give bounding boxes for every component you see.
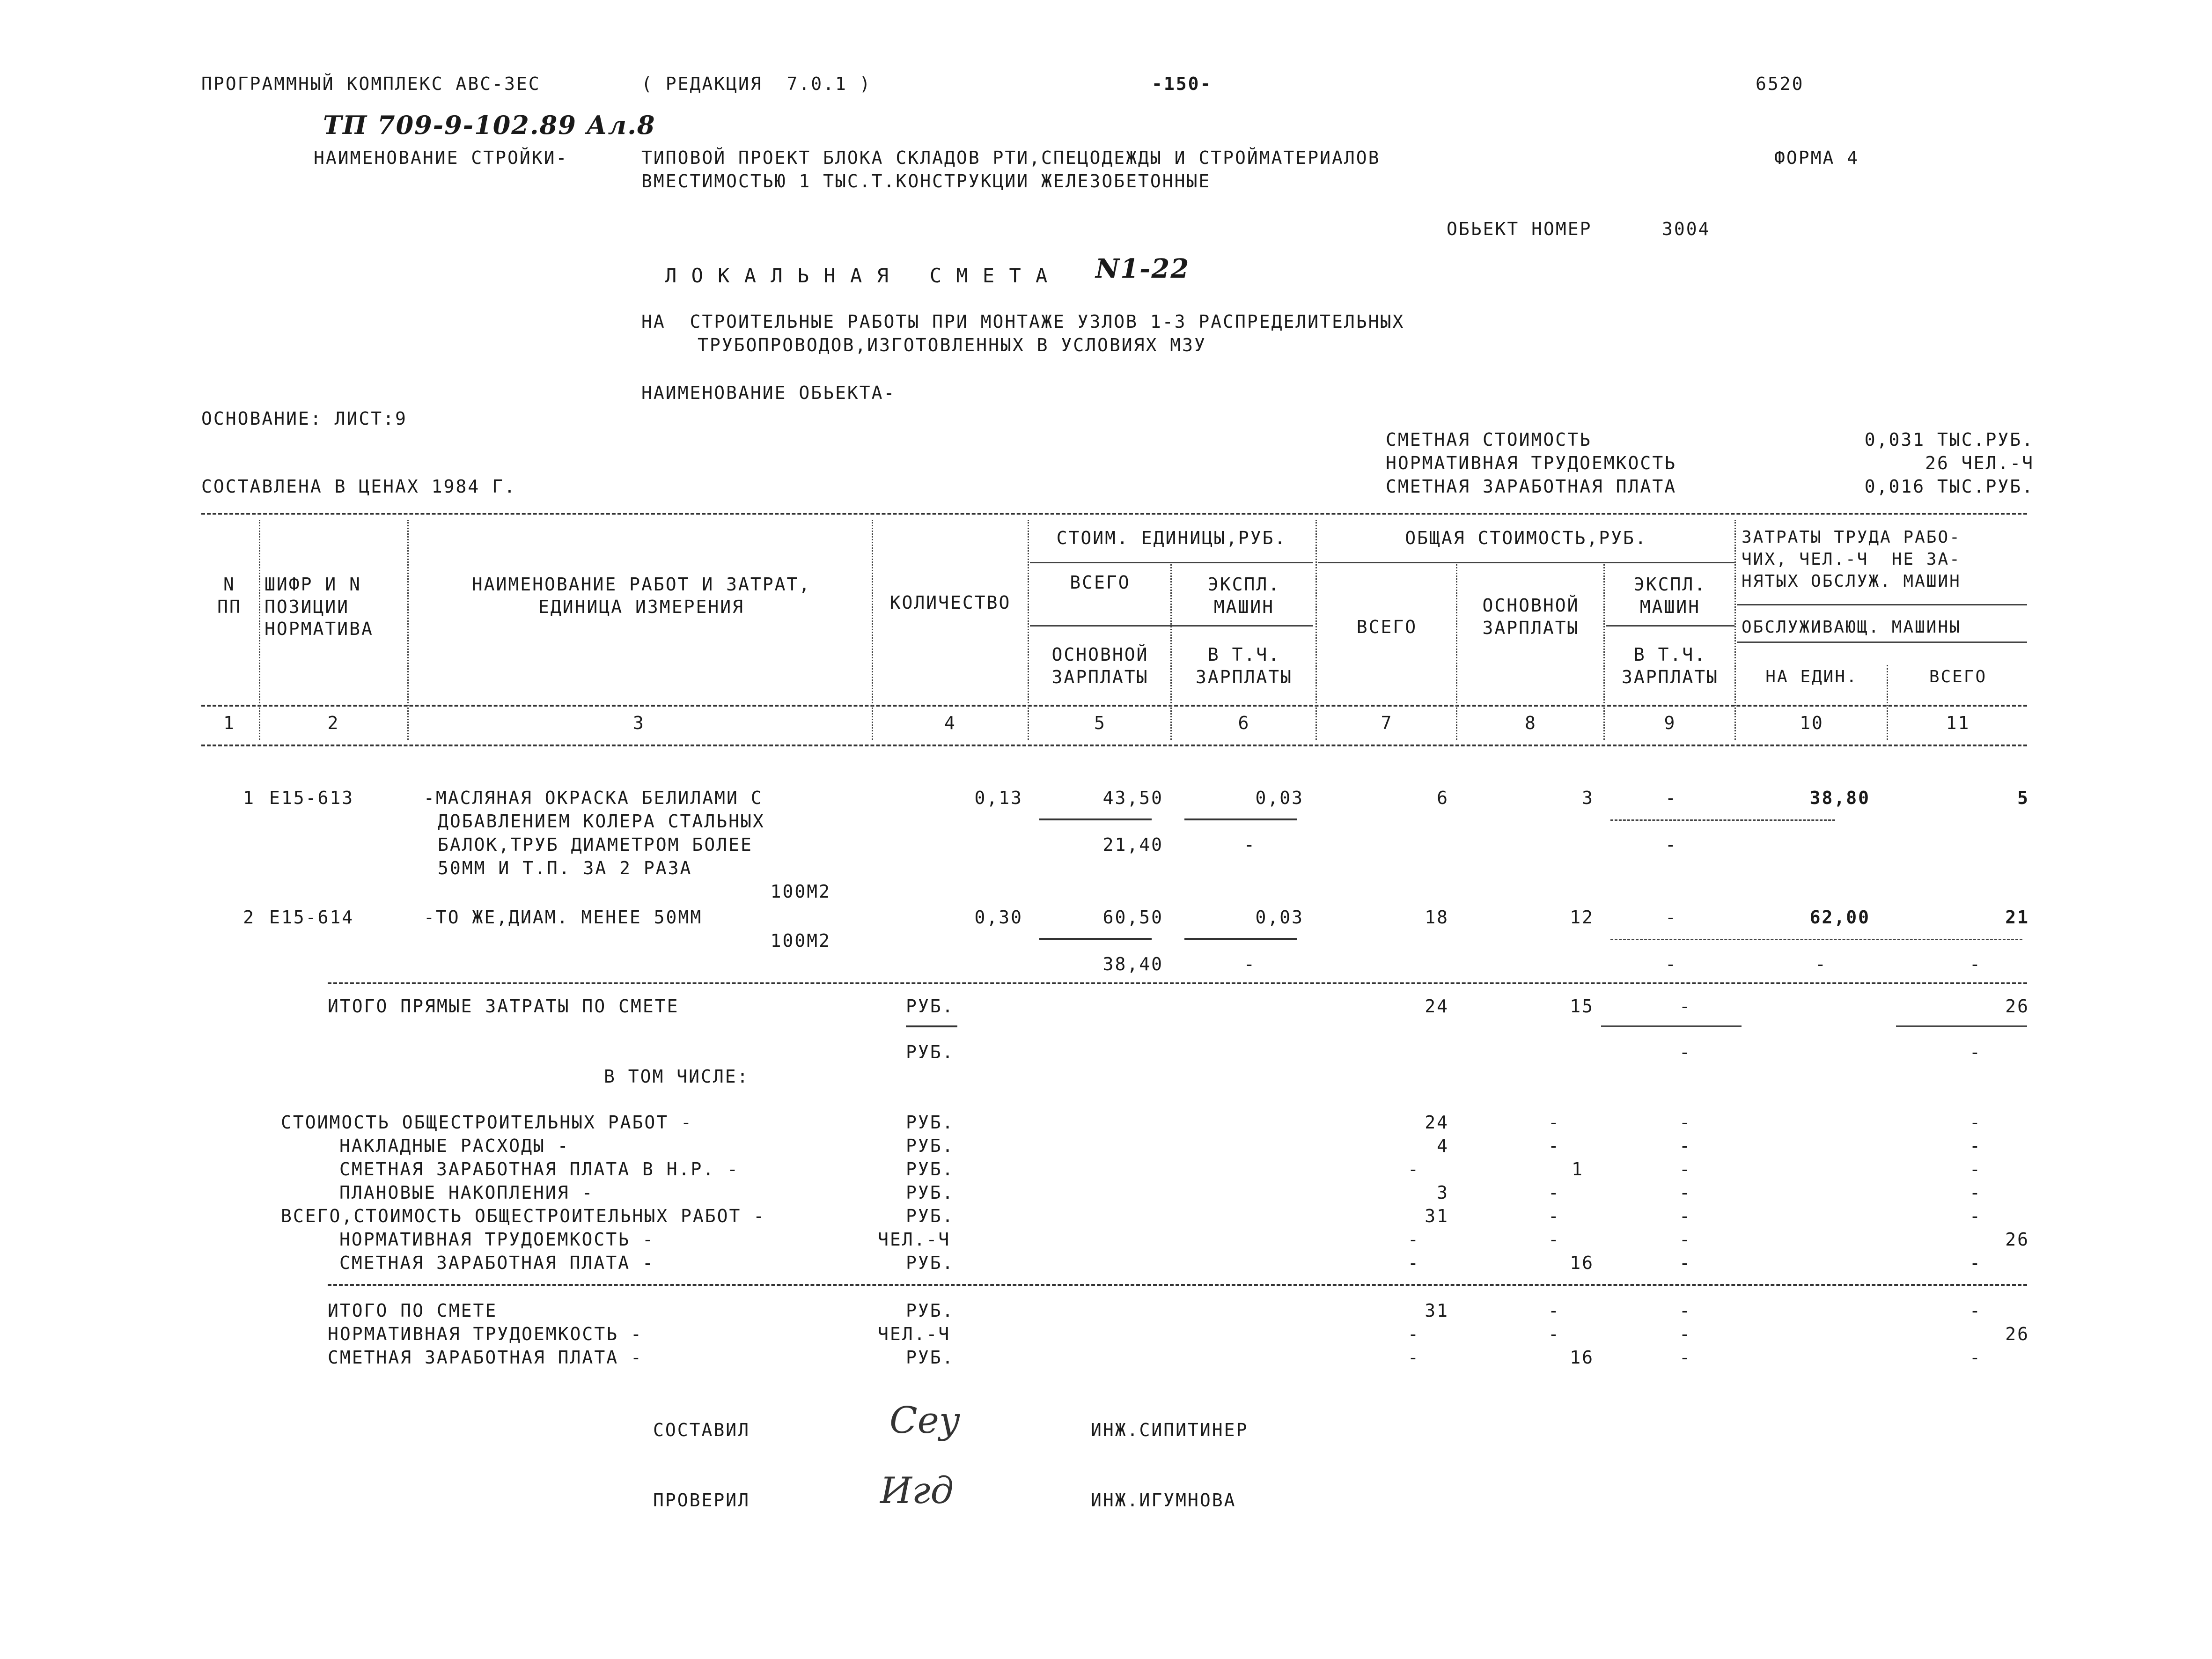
column-divider xyxy=(872,520,873,740)
breakdown-total: - xyxy=(1408,1229,1420,1250)
row-number: 2 xyxy=(243,907,255,928)
subject-line1: НА СТРОИТЕЛЬНЫЕ РАБОТЫ ПРИ МОНТАЖЕ УЗЛОВ 1-3 РАСПРЕДЕЛИТЕЛЬНЫХ xyxy=(641,311,1405,332)
column-number: 10 xyxy=(1800,713,1824,733)
header-labor: ЗАТРАТЫ ТРУДА РАБО- ЧИХ, ЧЕЛ.-Ч НЕ ЗА- НЯТЫХ ОБСЛУЖ. МАШИН xyxy=(1742,528,1961,591)
breakdown-total: 3 xyxy=(1437,1182,1449,1203)
breakdown-labor: - xyxy=(1969,1182,1982,1203)
breakdown-label: НОРМАТИВНАЯ ТРУДОЕМКОСТЬ - xyxy=(339,1229,654,1250)
cell-divider xyxy=(1610,939,2022,940)
checked-by-signature: Игд xyxy=(880,1470,954,1512)
totals-labor: - xyxy=(1969,1300,1982,1321)
breakdown-machines: - xyxy=(1679,1253,1691,1273)
row-unit-machines: 0,03 xyxy=(1255,907,1304,928)
breakdown-labor: - xyxy=(1969,1253,1982,1273)
row-unit-total: 43,50 xyxy=(1102,788,1163,808)
breakdown-labor: - xyxy=(1969,1159,1982,1180)
cell-divider xyxy=(1896,1025,2027,1027)
breakdown-label: СМЕТНАЯ ЗАРАБОТНАЯ ПЛАТА В Н.Р. - xyxy=(339,1159,739,1180)
summary-value-wage: 0,016 ТЫС.РУБ. xyxy=(1864,476,2034,497)
row-unit: 100М2 xyxy=(770,881,831,902)
construction-label: НАИМЕНОВАНИЕ СТРОЙКИ- xyxy=(314,147,568,168)
header-col-code: ШИФР И N ПОЗИЦИИ НОРМАТИВА xyxy=(265,574,374,639)
breakdown-machines: - xyxy=(1679,1159,1691,1180)
totals-total: - xyxy=(1408,1347,1420,1368)
header-sub-rule xyxy=(1606,625,1734,627)
breakdown-labor: - xyxy=(1969,1112,1982,1133)
breakdown-total: - xyxy=(1408,1253,1420,1273)
direct-costs-machines: - xyxy=(1679,996,1691,1017)
header-unit-incl-wage: В Т.Ч. ЗАРПЛАТЫ xyxy=(1195,644,1293,687)
breakdown-wage: 1 xyxy=(1572,1159,1584,1180)
cell-divider xyxy=(1184,938,1297,940)
row-dash: - xyxy=(1815,954,1827,974)
cell-divider xyxy=(1039,938,1152,940)
header-unit-machines: ЭКСПЛ. МАШИН xyxy=(1207,574,1281,617)
construction-name-line2: ВМЕСТИМОСТЬЮ 1 ТЫС.Т.КОНСТРУКЦИИ ЖЕЛЕЗОБЕТОННЫЕ xyxy=(641,171,1211,192)
breakdown-machines: - xyxy=(1679,1112,1691,1133)
direct-costs-label: ИТОГО ПРЯМЫЕ ЗАТРАТЫ ПО СМЕТЕ xyxy=(328,996,679,1017)
totals-wage: 16 xyxy=(1570,1347,1594,1368)
cell-divider xyxy=(906,1025,957,1027)
direct-costs-labor: 26 xyxy=(2005,996,2029,1017)
header-col-name: НАИМЕНОВАНИЕ РАБОТ И ЗАТРАТ, ЕДИНИЦА ИЗМЕРЕНИЯ xyxy=(471,574,811,617)
breakdown-unit: РУБ. xyxy=(906,1206,955,1226)
column-number: 6 xyxy=(1238,713,1250,733)
breakdown-total: 4 xyxy=(1437,1135,1449,1156)
row-total: 6 xyxy=(1437,788,1449,808)
totals-labor: 26 xyxy=(2005,1324,2029,1344)
column-divider xyxy=(259,520,260,740)
header-col-n: N ПП xyxy=(217,574,242,617)
header-labor-machines: ОБСЛУЖИВАЮЩ. МАШИНЫ xyxy=(1742,618,1961,637)
cell-divider xyxy=(1610,819,1835,821)
row-dash: - xyxy=(1969,954,1982,974)
construction-name-line1: ТИПОВОЙ ПРОЕКТ БЛОКА СКЛАДОВ РТИ,СПЕЦОДЕЖДЫ И СТРОЙМАТЕРИАЛОВ xyxy=(641,147,1381,168)
direct-costs-unit: РУБ. xyxy=(906,996,955,1017)
header-sub-rule xyxy=(1318,562,1734,563)
totals-machines: - xyxy=(1679,1347,1691,1368)
totals-total: 31 xyxy=(1425,1300,1449,1321)
breakdown-wage: 16 xyxy=(1570,1253,1594,1273)
row-name: -ТО ЖЕ,ДИАМ. МЕНЕЕ 50ММ xyxy=(424,907,703,928)
header-col-qty: КОЛИЧЕСТВО xyxy=(889,592,1011,613)
row-name: БАЛОК,ТРУБ ДИАМЕТРОМ БОЛЕЕ xyxy=(438,834,753,855)
totals-wage: - xyxy=(1548,1324,1560,1344)
table-header-rule xyxy=(201,705,2027,707)
program-name: ПРОГРАММНЫЙ КОМПЛЕКС АВС-3ЕС xyxy=(201,74,541,94)
subject-line2: ТРУБОПРОВОДОВ,ИЗГОТОВЛЕННЫХ В УСЛОВИЯХ МЗУ xyxy=(698,335,1206,355)
header-total-base-wage: ОСНОВНОЙ ЗАРПЛАТЫ xyxy=(1482,595,1580,638)
breakdown-total: 24 xyxy=(1425,1112,1449,1133)
object-name-label: НАИМЕНОВАНИЕ ОБЬЕКТА- xyxy=(641,383,896,403)
summary-label-labor: НОРМАТИВНАЯ ТРУДОЕМКОСТЬ xyxy=(1386,453,1677,473)
direct-costs-labor-2: - xyxy=(1969,1042,1982,1062)
row-total: 18 xyxy=(1425,907,1449,928)
totals-machines: - xyxy=(1679,1300,1691,1321)
breakdown-total: - xyxy=(1408,1159,1420,1180)
breakdown-unit: РУБ. xyxy=(906,1182,955,1203)
column-number: 11 xyxy=(1946,713,1970,733)
row-quantity: 0,13 xyxy=(974,788,1023,808)
cell-divider xyxy=(1601,1025,1742,1027)
header-sub-rule xyxy=(1737,604,2027,605)
row-labor-unit: 38,80 xyxy=(1809,788,1870,808)
column-number: 4 xyxy=(944,713,956,733)
summary-value-cost: 0,031 ТЫС.РУБ. xyxy=(1864,429,2034,450)
column-number: 2 xyxy=(327,713,340,733)
header-sub-rule xyxy=(1737,641,2027,643)
row-labor-unit: 62,00 xyxy=(1809,907,1870,928)
header-unit-cost: СТОИМ. ЕДИНИЦЫ,РУБ. xyxy=(1056,528,1287,548)
row-number: 1 xyxy=(243,788,255,808)
totals-total: - xyxy=(1408,1324,1420,1344)
form-label: ФОРМА 4 xyxy=(1774,147,1859,168)
row-unit-incl-wage: - xyxy=(1244,954,1256,974)
breakdown-label: НАКЛАДНЫЕ РАСХОДЫ - xyxy=(339,1135,570,1156)
totals-unit: ЧЕЛ.-Ч xyxy=(878,1324,951,1344)
header-labor-unit: НА ЕДИН. xyxy=(1765,667,1858,686)
header-total-incl-wage: В Т.Ч. ЗАРПЛАТЫ xyxy=(1621,644,1719,687)
header-total-machines: ЭКСПЛ. МАШИН xyxy=(1633,574,1707,617)
totals-label: ИТОГО ПО СМЕТЕ xyxy=(328,1300,498,1321)
document-title: Л О К А Л Ь Н А Я С М Е Т А xyxy=(665,264,1049,287)
row-total-machines: - xyxy=(1665,907,1677,928)
breakdown-label: СТОИМОСТЬ ОБЩЕСТРОИТЕЛЬНЫХ РАБОТ - xyxy=(281,1112,693,1133)
checked-by-name: ИНЖ.ИГУМНОВА xyxy=(1091,1490,1236,1511)
breakdown-wage: - xyxy=(1548,1112,1560,1133)
row-labor-total: 5 xyxy=(2017,788,2029,808)
column-number-rule xyxy=(201,745,2027,746)
breakdown-machines: - xyxy=(1679,1182,1691,1203)
column-number: 5 xyxy=(1094,713,1106,733)
breakdown-unit: РУБ. xyxy=(906,1112,955,1133)
direct-costs-rule xyxy=(328,982,2027,984)
column-number: 7 xyxy=(1381,713,1393,733)
totals-unit: РУБ. xyxy=(906,1347,955,1368)
document-title-number: N1-22 xyxy=(1095,253,1190,284)
column-divider xyxy=(1734,520,1736,740)
row-total-wage: 12 xyxy=(1570,907,1594,928)
breakdown-wage: - xyxy=(1548,1135,1560,1156)
summary-value-labor: 26 ЧЕЛ.-Ч xyxy=(1925,453,2034,473)
column-divider xyxy=(407,520,409,740)
column-divider xyxy=(1456,562,1457,740)
totals-label: СМЕТНАЯ ЗАРАБОТНАЯ ПЛАТА - xyxy=(328,1347,643,1368)
page-number: -150- xyxy=(1152,74,1213,94)
breakdown-unit: РУБ. xyxy=(906,1135,955,1156)
row-unit-base-wage: 21,40 xyxy=(1102,834,1163,855)
document-code: 6520 xyxy=(1756,74,1804,94)
checked-by-label: ПРОВЕРИЛ xyxy=(653,1490,750,1511)
breakdown-labor: - xyxy=(1969,1135,1982,1156)
breakdown-wage: - xyxy=(1548,1182,1560,1203)
totals-wage: - xyxy=(1548,1300,1560,1321)
row-unit-incl-wage: - xyxy=(1244,834,1256,855)
row-code: Е15-614 xyxy=(269,907,354,928)
column-divider xyxy=(1315,520,1317,740)
breakdown-wage: - xyxy=(1548,1229,1560,1250)
column-divider xyxy=(1170,562,1172,740)
column-divider xyxy=(1028,520,1029,740)
cell-divider xyxy=(1184,818,1297,820)
header-total-all: ВСЕГО xyxy=(1356,617,1418,637)
header-unit-base-wage: ОСНОВНОЙ ЗАРПЛАТЫ xyxy=(1051,644,1149,687)
breakdown-label: ПЛАНОВЫЕ НАКОПЛЕНИЯ - xyxy=(339,1182,594,1203)
compiled-by-name: ИНЖ.СИПИТИНЕР xyxy=(1091,1420,1249,1440)
row-total-wage: 3 xyxy=(1582,788,1594,808)
row-total-incl-wage: - xyxy=(1665,954,1677,974)
row-quantity: 0,30 xyxy=(974,907,1023,928)
row-unit-total: 60,50 xyxy=(1102,907,1163,928)
row-labor-total: 21 xyxy=(2005,907,2029,928)
column-divider xyxy=(1887,665,1888,740)
breakdown-labor: - xyxy=(1969,1206,1982,1226)
direct-costs-unit-2: РУБ. xyxy=(906,1042,955,1062)
breakdown-total: 31 xyxy=(1425,1206,1449,1226)
column-number: 9 xyxy=(1664,713,1676,733)
header-sub-rule xyxy=(1030,562,1313,563)
including-label: В ТОМ ЧИСЛЕ: xyxy=(604,1066,750,1087)
header-labor-total: ВСЕГО xyxy=(1929,667,1987,686)
breakdown-machines: - xyxy=(1679,1206,1691,1226)
edition: ( РЕДАКЦИЯ 7.0.1 ) xyxy=(641,74,872,94)
header-unit-total: ВСЕГО xyxy=(1070,572,1131,593)
column-divider xyxy=(1603,562,1605,740)
header-total-cost: ОБЩАЯ СТОИМОСТЬ,РУБ. xyxy=(1405,528,1647,548)
summary-label-cost: СМЕТНАЯ СТОИМОСТЬ xyxy=(1386,429,1592,450)
direct-costs-total: 24 xyxy=(1425,996,1449,1017)
breakdown-label: ВСЕГО,СТОИМОСТЬ ОБЩЕСТРОИТЕЛЬНЫХ РАБОТ - xyxy=(281,1206,766,1226)
row-code: Е15-613 xyxy=(269,788,354,808)
object-number-label: ОБЬЕКТ НОМЕР xyxy=(1447,219,1592,239)
breakdown-machines: - xyxy=(1679,1229,1691,1250)
breakdown-machines: - xyxy=(1679,1135,1691,1156)
cell-divider xyxy=(1039,818,1152,820)
breakdown-unit: РУБ. xyxy=(906,1159,955,1180)
breakdown-unit: РУБ. xyxy=(906,1253,955,1273)
totals-labor: - xyxy=(1969,1347,1982,1368)
basis: ОСНОВАНИЕ: ЛИСТ:9 xyxy=(201,408,407,429)
column-number: 3 xyxy=(633,713,645,733)
header-sub-rule xyxy=(1030,625,1313,627)
totals-label: НОРМАТИВНАЯ ТРУДОЕМКОСТЬ - xyxy=(328,1324,643,1344)
table-top-rule xyxy=(201,513,2027,515)
breakdown-labor: 26 xyxy=(2005,1229,2029,1250)
row-name: -МАСЛЯНАЯ ОКРАСКА БЕЛИЛАМИ С xyxy=(424,788,763,808)
totals-unit: РУБ. xyxy=(906,1300,955,1321)
object-number: 3004 xyxy=(1662,219,1711,239)
direct-costs-wage: 15 xyxy=(1570,996,1594,1017)
row-unit-base-wage: 38,40 xyxy=(1102,954,1163,974)
row-total-machines: - xyxy=(1665,788,1677,808)
breakdown-wage: - xyxy=(1548,1206,1560,1226)
breakdown-unit: ЧЕЛ.-Ч xyxy=(878,1229,951,1250)
prices-basis: СОСТАВЛЕНА В ЦЕНАХ 1984 Г. xyxy=(201,476,516,497)
row-unit: 100М2 xyxy=(770,930,831,951)
compiled-by-signature: Сеу xyxy=(889,1400,961,1442)
handwritten-reference: ТП 709-9-102.89 Ал.8 xyxy=(323,110,656,140)
row-total-incl-wage: - xyxy=(1665,834,1677,855)
direct-costs-machines-2: - xyxy=(1679,1042,1691,1062)
totals-machines: - xyxy=(1679,1324,1691,1344)
summary-label-wage: СМЕТНАЯ ЗАРАБОТНАЯ ПЛАТА xyxy=(1386,476,1677,497)
column-number: 1 xyxy=(223,713,235,733)
totals-rule xyxy=(328,1284,2027,1286)
row-unit-machines: 0,03 xyxy=(1255,788,1304,808)
row-name: ДОБАВЛЕНИЕМ КОЛЕРА СТАЛЬНЫХ xyxy=(438,811,765,832)
compiled-by-label: СОСТАВИЛ xyxy=(653,1420,750,1440)
column-number: 8 xyxy=(1525,713,1537,733)
row-name: 50ММ И Т.П. ЗА 2 РАЗА xyxy=(438,858,692,878)
breakdown-label: СМЕТНАЯ ЗАРАБОТНАЯ ПЛАТА - xyxy=(339,1253,654,1273)
